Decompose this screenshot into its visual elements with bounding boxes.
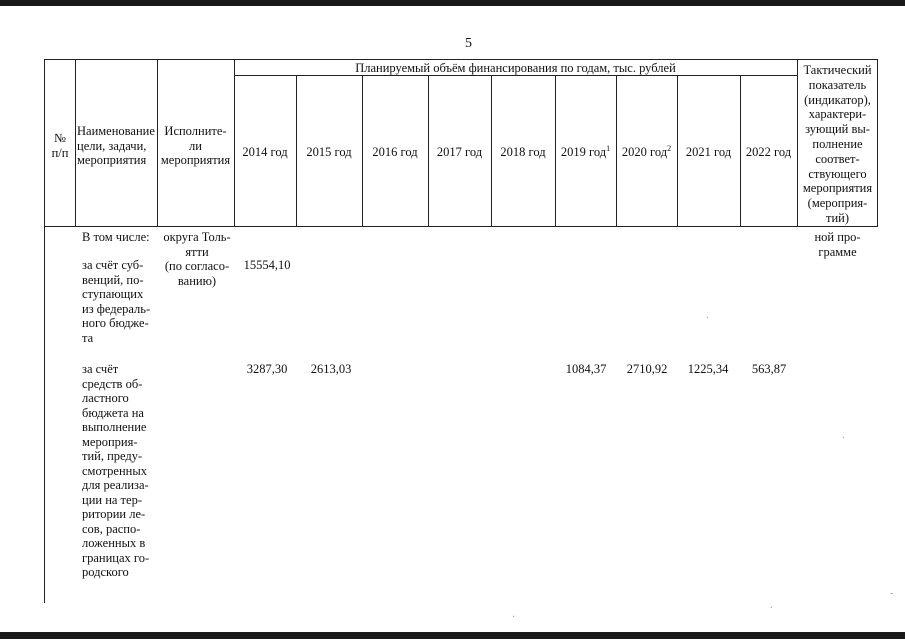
header-year-2017: 2017 год <box>436 145 483 159</box>
row1-name: за счёт суб- венций, по- ступающих из федераль- ного бюдже- та <box>82 258 151 345</box>
body-indicator-text: ной про- грамме <box>814 230 861 259</box>
scan-speckle: . <box>770 600 773 611</box>
header-num: № п/п <box>51 131 69 160</box>
scan-speckle: . <box>706 310 709 321</box>
header-year-2018: 2018 год <box>500 145 546 159</box>
header-year-2019: 2019 год$^1$ <box>560 143 611 159</box>
row2-value-2022: 563,87 <box>751 362 787 376</box>
header-year-2015: 2015 год <box>306 145 352 159</box>
scan-speckle: - <box>890 588 894 599</box>
header-year-2016: 2016 год <box>372 145 418 159</box>
col-border-executor <box>234 59 235 226</box>
scan-top-edge <box>0 0 905 6</box>
header-indicator: Тактический показатель (индикатор), характери- зующий вы- полнение соответ- ствующего мероприятия (мероприя- тий) <box>802 63 873 225</box>
row1-value-2014: 15554,10 <box>243 258 291 272</box>
body-executor-text: округа Толь- ятти (по согласо- ванию) <box>163 230 231 288</box>
row2-value-2021: 1225,34 <box>687 362 729 376</box>
header-year-2014: 2014 год <box>242 145 288 159</box>
header-name: Наименование цели, задачи, мероприятия <box>77 124 155 167</box>
scan-speckle: . <box>842 430 845 441</box>
row2-value-2014: 3287,30 <box>246 362 288 376</box>
row2-value-2019: 1084,37 <box>565 362 607 376</box>
page-number: 5 <box>465 36 472 51</box>
header-funding-group: Планируемый объём финансирования по годам, тыс. рублей <box>355 61 676 75</box>
col-border-num <box>75 59 76 226</box>
body-name-intro: В том числе: <box>82 230 150 244</box>
header-bottom-border <box>44 226 878 227</box>
header-year-2021: 2021 год <box>685 145 732 159</box>
row2-value-2015: 2613,03 <box>310 362 352 376</box>
table-top-border <box>44 59 878 60</box>
header-year-2022: 2022 год <box>745 145 792 159</box>
header-executor: Исполните- ли мероприятия <box>160 124 231 167</box>
header-year-2020: 2020 год$^2$ <box>621 143 672 159</box>
scan-speckle: · <box>512 612 516 623</box>
scan-bottom-edge <box>0 632 905 639</box>
row2-name: за счёт средств об- ластного бюджета на выполнение мероприя- тий, преду- смотренных для реализа- ции на тер- ритории ле- сов, распо- ложенных в границах го- родского <box>82 362 150 579</box>
row2-value-2020: 2710,92 <box>626 362 668 376</box>
